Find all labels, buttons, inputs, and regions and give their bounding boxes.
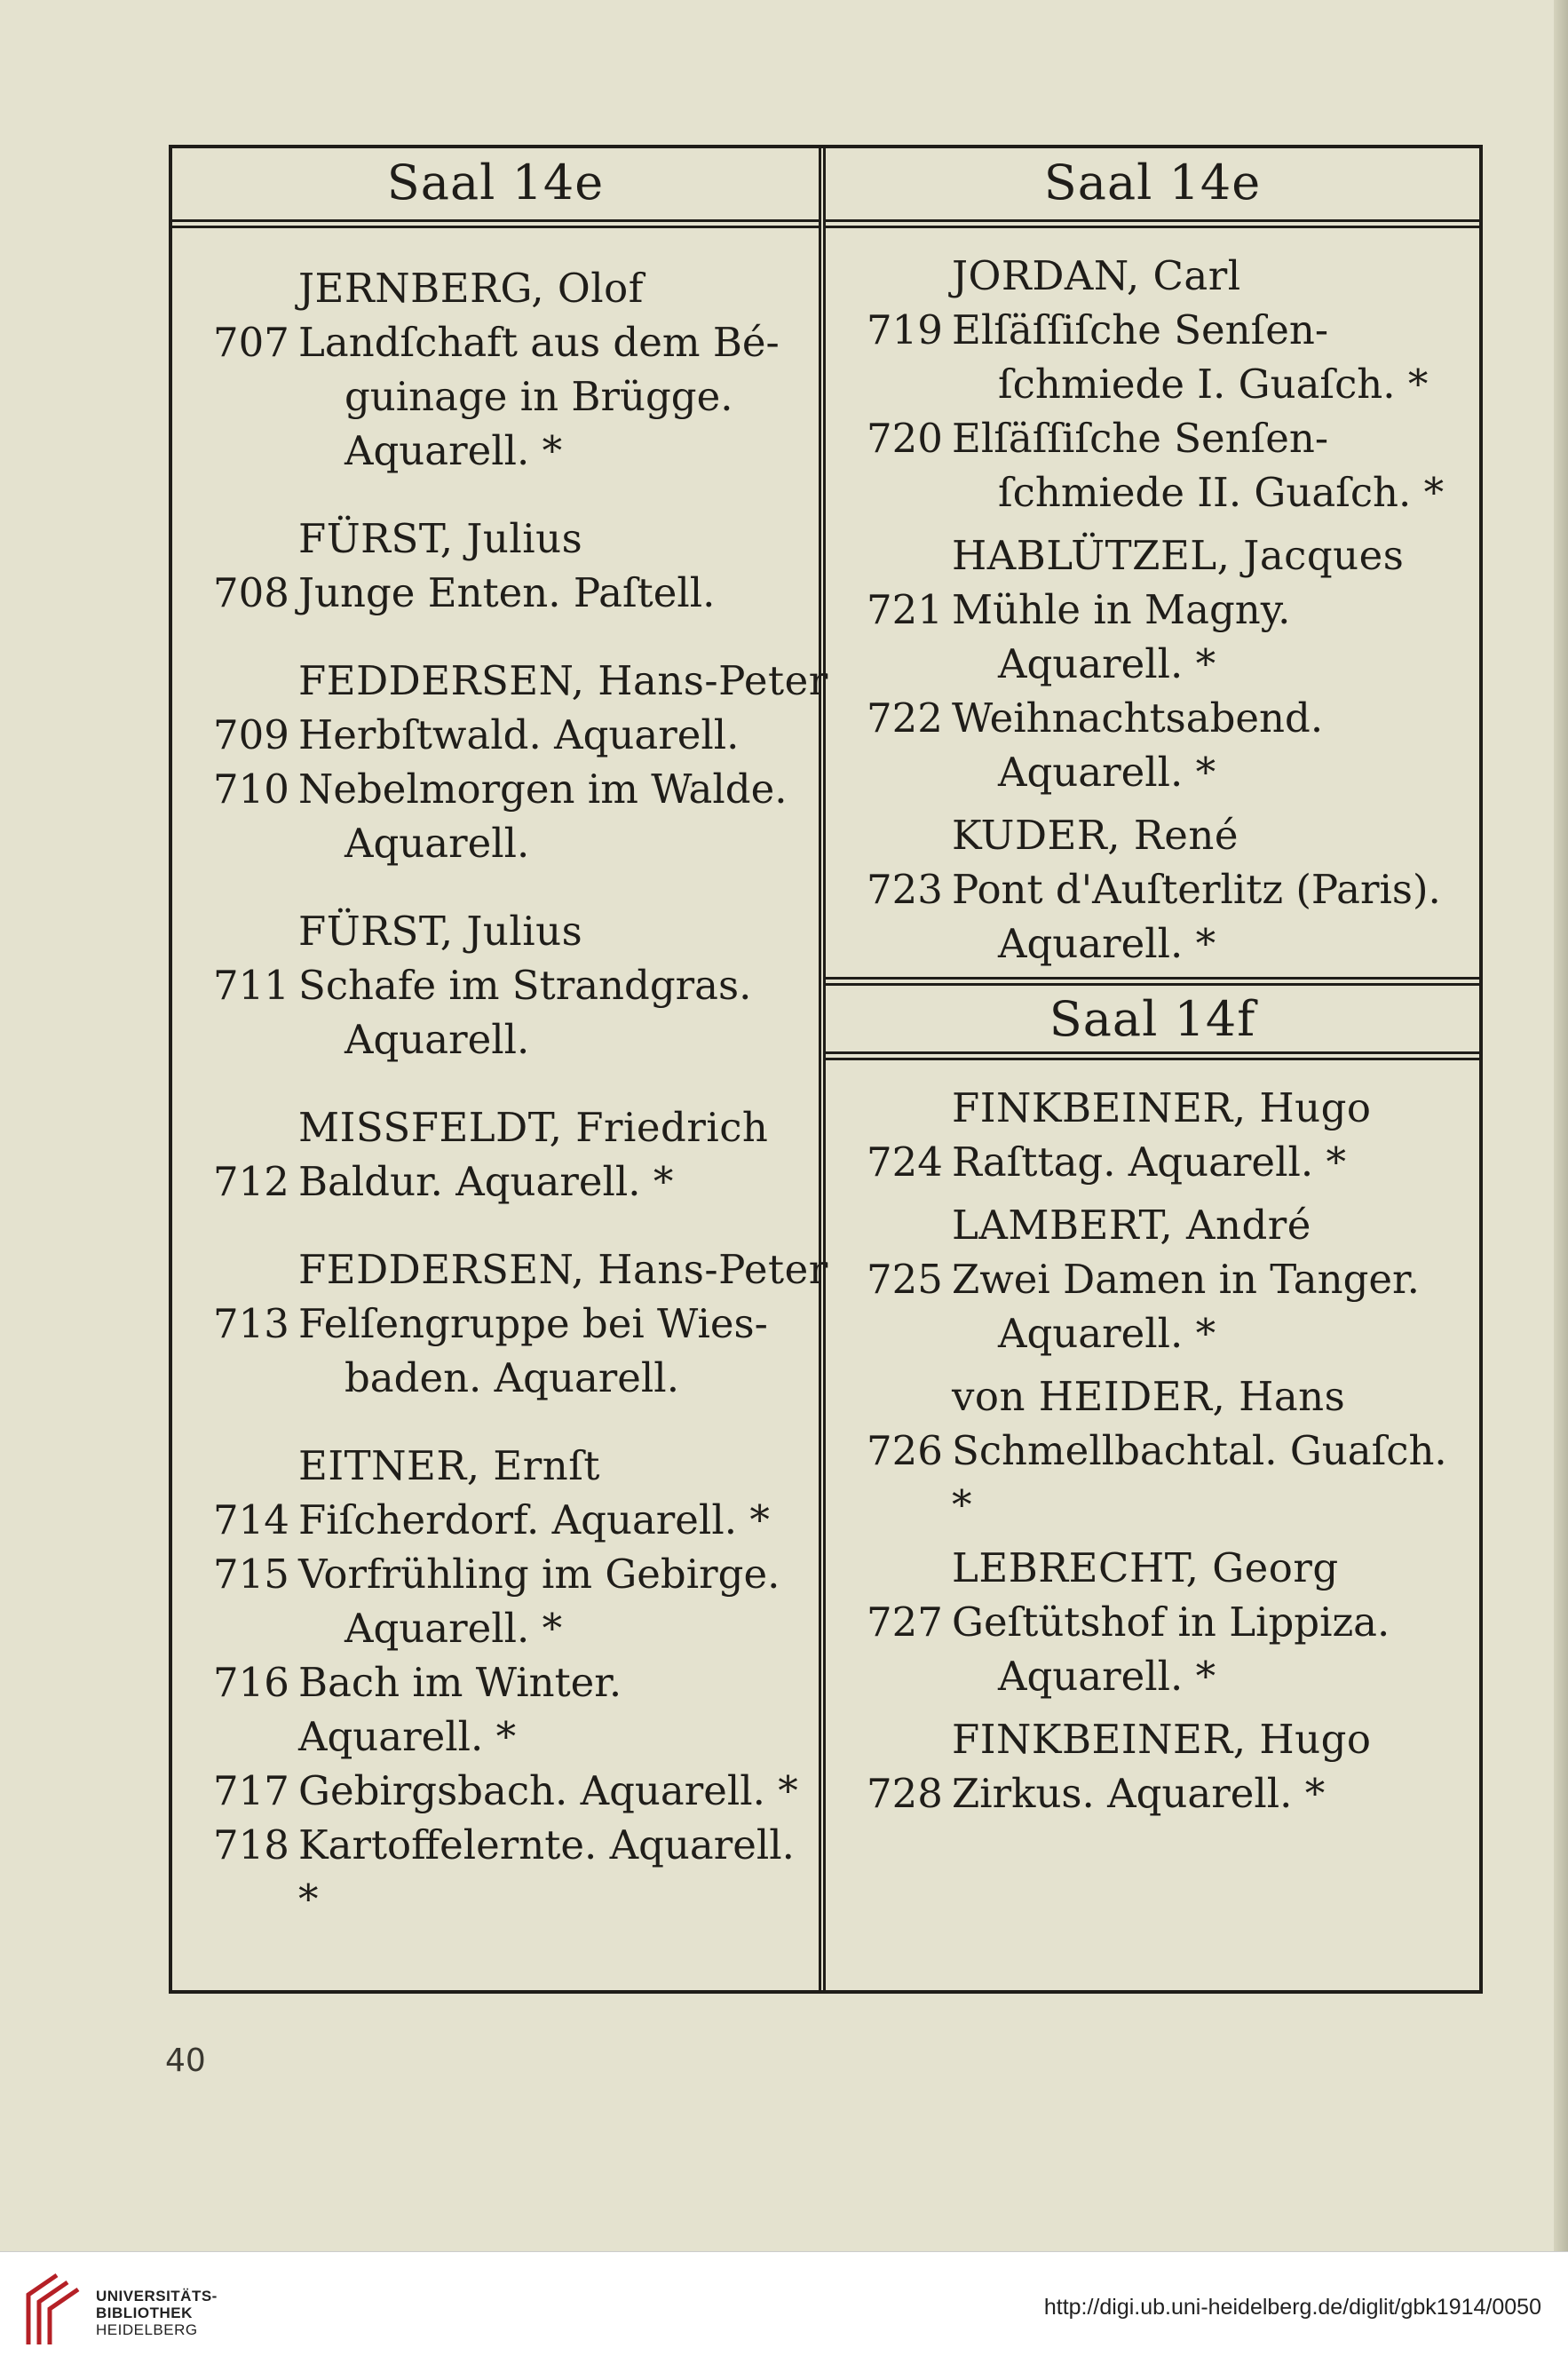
work-title-line: Aquarell. * [998, 640, 1216, 687]
work-title-line: Gebirgsbach. Aquarell. * [298, 1767, 798, 1814]
artist-group [826, 1369, 1479, 1532]
catalog-entry [172, 1297, 819, 1405]
artist-group [172, 1100, 819, 1209]
work-title [298, 315, 819, 478]
library-name [96, 2288, 218, 2338]
catalog-entry [172, 1818, 819, 1926]
work-title [298, 1655, 819, 1764]
work-title [298, 1764, 819, 1818]
work-title [952, 1135, 1479, 1189]
footer-bar [0, 2251, 1568, 2364]
catalog-number: 721 [867, 586, 943, 633]
artist-group [172, 261, 819, 478]
work-title-line: Nebelmorgen im Walde. [298, 766, 788, 813]
work-title-line: Aquarell. * [344, 427, 563, 474]
work-title-line: Herbſtwald. Aquarell. [298, 711, 740, 758]
catalog-entry [826, 691, 1479, 799]
artist-group [826, 249, 1479, 520]
catalog-number: 728 [867, 1770, 943, 1817]
left-column [172, 145, 828, 1960]
work-title-line: Pont d'Auſterlitz (Paris). [952, 866, 1441, 913]
work-title-line: Aquarell. * [998, 1653, 1216, 1700]
catalog-entry [826, 303, 1479, 411]
work-title-line: Aquarell. * [998, 1310, 1216, 1357]
work-title [952, 583, 1479, 691]
artist-name: LEBRECHT, Georg [952, 1544, 1339, 1591]
work-title-line: Zirkus. Aquarell. * [952, 1770, 1326, 1817]
catalog-number: 712 [213, 1158, 289, 1205]
catalog-number: 707 [213, 319, 289, 366]
catalog-number: 713 [213, 1300, 289, 1347]
artist-name: FÜRST, Julius [298, 515, 583, 562]
work-title [298, 762, 819, 870]
work-title-line: ſchmiede II. Guaſch. * [998, 469, 1445, 516]
artist-group [826, 1198, 1479, 1360]
artist-group [172, 1439, 819, 1926]
work-title-line: Bach im Winter. Aquarell. * [298, 1659, 622, 1760]
catalog-entry [172, 1655, 819, 1764]
hall-heading: Saal 14e [826, 145, 1479, 222]
work-title-line: Landſchaft aus dem Bé- [298, 319, 780, 366]
work-title-line: Fiſcherdorf. Aquarell. * [298, 1496, 770, 1543]
work-title [952, 1424, 1479, 1532]
artist-name: FÜRST, Julius [298, 908, 583, 955]
work-title [952, 411, 1479, 520]
hall-heading: Saal 14e [172, 145, 819, 222]
catalog-entry [172, 1764, 819, 1818]
work-title [298, 566, 819, 620]
catalog-entry [826, 862, 1479, 971]
work-title-line: Mühle in Magny. [952, 586, 1291, 633]
artist-name: EITNER, Ernſt [298, 1442, 600, 1489]
right-column [826, 145, 1479, 1829]
catalog-number: 723 [867, 866, 943, 913]
artist-group [826, 1712, 1479, 1821]
catalog-entry [826, 1252, 1479, 1360]
catalog-number: 718 [213, 1821, 289, 1868]
catalog-number: 726 [867, 1427, 943, 1474]
catalog-entry [826, 411, 1479, 520]
work-title-line: Aquarell. [344, 820, 530, 867]
work-title-line: ſchmiede I. Guaſch. * [998, 361, 1429, 408]
artist-name: FEDDERSEN, Hans-Peter [298, 657, 828, 704]
catalog-number: 714 [213, 1496, 289, 1543]
artist-name: MISSFELDT, Friedrich [298, 1104, 769, 1151]
catalog-entry [826, 1595, 1479, 1703]
library-logo-icon [21, 2268, 92, 2350]
source-url-link[interactable]: http://digi.ub.uni-heidelberg.de/diglit/gbk1914/0050 [1043, 2295, 1541, 2320]
artist-name: FINKBEINER, Hugo [952, 1716, 1372, 1763]
work-title-line: Raſttag. Aquarell. * [952, 1138, 1346, 1186]
catalog-entry [826, 1424, 1479, 1532]
artist-name: KUDER, René [952, 812, 1239, 859]
catalog-number: 727 [867, 1598, 943, 1646]
work-title [298, 958, 819, 1067]
artist-group [172, 904, 819, 1067]
work-title-line: Aquarell. * [344, 1605, 563, 1652]
work-title-line: Weihnachtsabend. [952, 694, 1324, 742]
catalog-entry [172, 566, 819, 620]
catalog-number: 720 [867, 415, 943, 462]
artist-name: JERNBERG, Olof [298, 265, 644, 312]
work-title-line: Kartoffelernte. Aquarell. * [298, 1821, 795, 1923]
artist-group [826, 1541, 1479, 1703]
artist-group [172, 512, 819, 620]
catalog-number: 717 [213, 1767, 289, 1814]
right-entries-2 [826, 1054, 1479, 1821]
artist-name: von HEIDER, Hans [952, 1373, 1346, 1420]
work-title [952, 303, 1479, 411]
work-title [952, 691, 1479, 799]
catalog-number: 710 [213, 766, 289, 813]
artist-name: LAMBERT, André [952, 1202, 1311, 1249]
work-title [952, 1252, 1479, 1360]
artist-group [826, 808, 1479, 971]
catalog-entry [172, 1547, 819, 1655]
work-title-line: Geſtütshof in Lippiza. [952, 1598, 1390, 1646]
catalog-number: 719 [867, 306, 943, 353]
catalog-entry [172, 708, 819, 762]
work-title-line: Schmellbachtal. Guaſch. * [952, 1427, 1447, 1528]
page-edge [1554, 0, 1568, 2251]
catalog-number: 716 [213, 1659, 289, 1706]
left-entries [172, 222, 828, 1926]
catalog-entry [826, 1135, 1479, 1189]
work-title-line: baden. Aquarell. [344, 1354, 680, 1401]
catalog-number: 725 [867, 1256, 943, 1303]
right-entries [826, 222, 1479, 971]
work-title [952, 862, 1479, 971]
artist-group [826, 528, 1479, 799]
work-title-line: Elſäſſiſche Senſen- [952, 306, 1329, 353]
work-title [298, 1154, 819, 1209]
catalog-entry [826, 1766, 1479, 1821]
artist-group [826, 1081, 1479, 1189]
work-title-line: Junge Enten. Paſtell. [298, 569, 716, 616]
catalog-entry [172, 762, 819, 870]
work-title [298, 708, 819, 762]
hall-break [826, 983, 1479, 1054]
catalog-entry [172, 315, 819, 478]
work-title [952, 1595, 1479, 1703]
work-title-line: Zwei Damen in Tanger. [952, 1256, 1420, 1303]
column-divider [819, 145, 826, 1994]
work-title [298, 1818, 819, 1926]
catalog-number: 709 [213, 711, 289, 758]
catalog-number: 715 [213, 1551, 289, 1598]
library-name-line: BIBLIOTHEK [96, 2305, 193, 2321]
work-title-line: Elſäſſiſche Senſen- [952, 415, 1329, 462]
work-title-line: Aquarell. [344, 1016, 530, 1063]
catalog-number: 711 [213, 962, 289, 1009]
library-name-line: HEIDELBERG [96, 2321, 198, 2338]
hall-heading: Saal 14f [826, 986, 1479, 1054]
catalog-entry [172, 958, 819, 1067]
catalog-number: 722 [867, 694, 943, 742]
work-title-line: Baldur. Aquarell. * [298, 1158, 674, 1205]
work-title [298, 1547, 819, 1655]
page-number: 40 [165, 2043, 206, 2079]
artist-name: JORDAN, Carl [952, 252, 1241, 299]
work-title-line: Aquarell. * [998, 749, 1216, 796]
work-title-line: Felſengruppe bei Wies- [298, 1300, 768, 1347]
work-title-line: Schafe im Strandgras. [298, 962, 752, 1009]
artist-group [172, 654, 828, 870]
work-title-line: Vorfrühling im Gebirge. [298, 1551, 780, 1598]
catalog-number: 708 [213, 569, 289, 616]
work-title [298, 1493, 819, 1547]
artist-group [172, 1242, 828, 1405]
work-title-line: guinage in Brügge. [344, 373, 733, 420]
catalog-entry [172, 1154, 819, 1209]
catalog-number: 724 [867, 1138, 943, 1186]
artist-name: FINKBEINER, Hugo [952, 1084, 1372, 1131]
work-title [298, 1297, 819, 1405]
artist-name: FEDDERSEN, Hans-Peter [298, 1246, 828, 1293]
artist-name: HABLÜTZEL, Jacques [952, 532, 1405, 579]
library-name-line: UNIVERSITÄTS- [96, 2288, 218, 2305]
catalog-entry [826, 583, 1479, 691]
work-title-line: Aquarell. * [998, 920, 1216, 967]
catalog-entry [172, 1493, 819, 1547]
work-title [952, 1766, 1479, 1821]
